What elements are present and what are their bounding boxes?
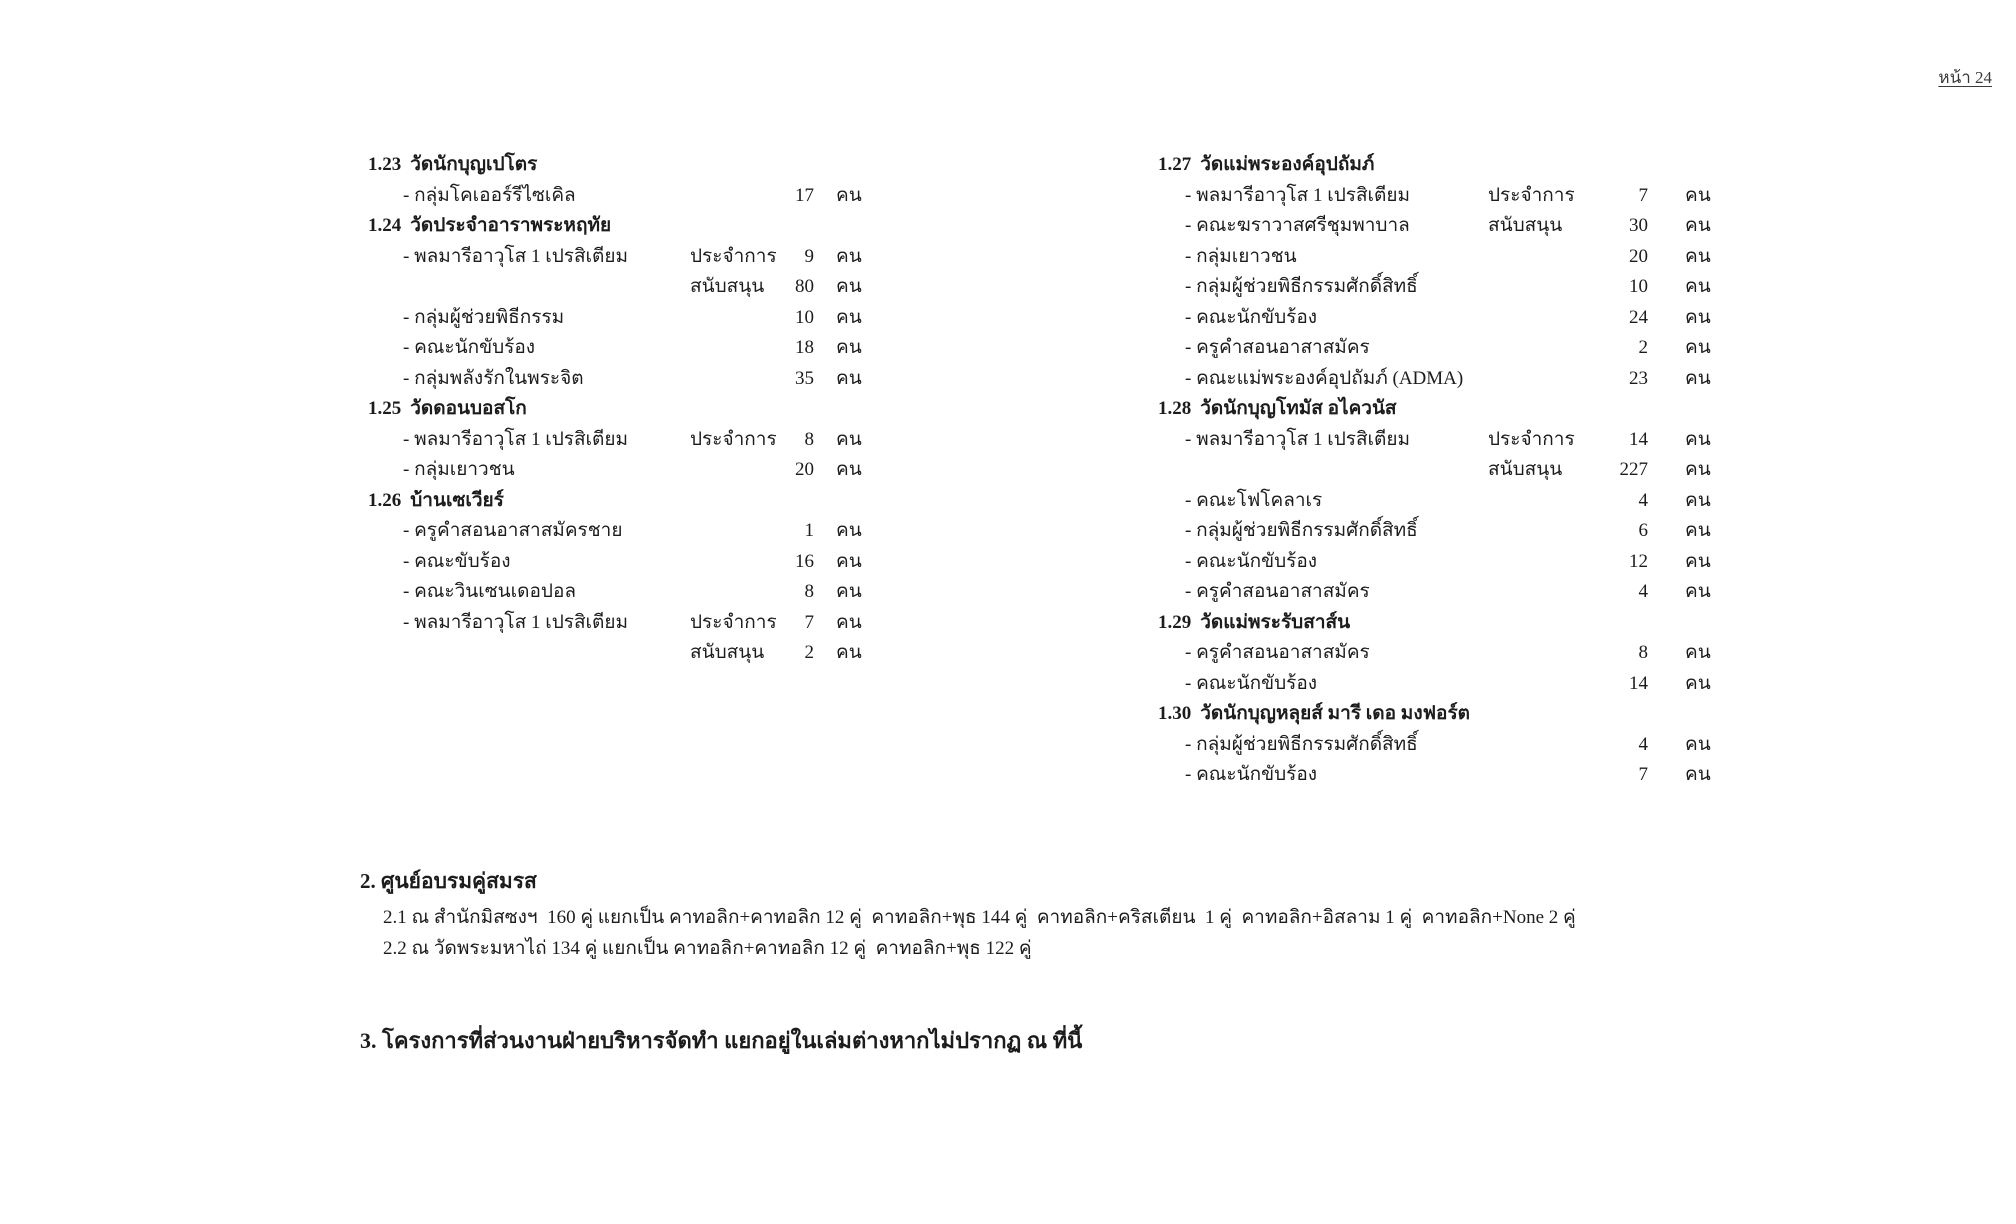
group-name: - กลุ่มผู้ช่วยพิธีกรรมศักดิ์สิทธิ์ — [1185, 520, 1418, 541]
group-role: สนับสนุน — [1488, 459, 1563, 480]
parish-list-right-column — [1158, 150, 1758, 791]
section-2-heading: 2. ศูนย์อบรมคู่สมรส — [360, 869, 537, 893]
group-role: ประจำการ — [690, 611, 777, 633]
parish-name: บ้านเซเวียร์ — [410, 489, 504, 511]
parish-number: 1.23 — [368, 154, 402, 175]
member-count: 7 — [1638, 184, 1648, 206]
member-count: 18 — [795, 337, 814, 358]
member-group-row — [1158, 364, 1758, 395]
group-name — [368, 272, 690, 303]
member-count: 20 — [795, 459, 814, 480]
count-unit: คน — [1685, 581, 1711, 602]
projects-note-section — [360, 1026, 1760, 1056]
parish-list-left-column — [368, 150, 898, 669]
parish-title — [1158, 608, 1758, 639]
group-role — [1488, 669, 1613, 700]
parish-title — [368, 211, 898, 242]
member-count: 1 — [804, 520, 814, 541]
group-role — [1488, 242, 1613, 273]
member-group-row — [1158, 669, 1758, 700]
member-group-row — [1158, 455, 1758, 486]
count-unit: คน — [1685, 337, 1711, 358]
count-unit: คน — [836, 276, 862, 297]
member-count: 10 — [795, 306, 814, 328]
parish-number: 1.24 — [368, 215, 402, 236]
group-name: - ครูคำสอนอาสาสมัคร — [1185, 642, 1370, 663]
group-name: - กลุ่มผู้ช่วยพิธีกรรม — [403, 306, 565, 328]
group-name: - คณะนักขับร้อง — [403, 337, 536, 358]
group-role — [1488, 638, 1613, 669]
count-unit: คน — [836, 581, 862, 602]
count-unit: คน — [1685, 184, 1711, 206]
group-name: - พลมารีอาวุโส 1 เปรสิเตียม — [1185, 428, 1411, 450]
member-group-row — [1158, 760, 1758, 791]
member-group-row — [1158, 547, 1758, 578]
member-count: 9 — [804, 245, 814, 267]
page-number-label: หน้า 24 — [1938, 68, 1992, 87]
member-group-row — [1158, 486, 1758, 517]
parish-name: วัดดอนบอสโก — [410, 398, 527, 419]
group-role — [690, 455, 776, 486]
count-unit: คน — [1685, 672, 1711, 694]
member-group-row — [1158, 516, 1758, 547]
member-count: 10 — [1629, 276, 1648, 297]
member-group-row — [1158, 425, 1758, 456]
member-count: 14 — [1629, 672, 1648, 694]
group-role — [690, 181, 776, 212]
member-count: 4 — [1638, 581, 1648, 602]
member-count: 20 — [1629, 245, 1648, 267]
parish-name: วัดแม่พระรับสาส์น — [1200, 611, 1351, 633]
member-count: 7 — [1638, 764, 1648, 785]
count-unit: คน — [1685, 276, 1711, 297]
member-count: 4 — [1638, 733, 1648, 755]
group-name: - คณะนักขับร้อง — [1185, 306, 1318, 328]
group-role: สนับสนุน — [690, 642, 765, 663]
member-count: 2 — [804, 642, 814, 663]
group-name: - พลมารีอาวุโส 1 เปรสิเตียม — [403, 428, 629, 450]
count-unit: คน — [836, 245, 862, 267]
parish-title — [1158, 699, 1758, 730]
member-group-row — [368, 425, 898, 456]
group-name: - คณะโฟโคลาเร — [1185, 489, 1323, 511]
member-count: 227 — [1619, 459, 1648, 480]
count-unit: คน — [1685, 306, 1711, 328]
group-name: - ครูคำสอนอาสาสมัคร — [1185, 337, 1370, 358]
section-2-line-2: 2.2 ณ วัดพระมหาไถ่ 134 คู่ แยกเป็น คาทอลิก+คาทอลิก 12 คู่ คาทอลิก+พุธ 122 คู่ — [383, 938, 1032, 959]
parish-number: 1.30 — [1158, 703, 1192, 724]
parish-name: วัดนักบุญเปโตร — [410, 154, 538, 175]
group-name: - กลุ่มเยาวชน — [403, 459, 515, 480]
group-role — [1488, 730, 1613, 761]
count-unit: คน — [836, 459, 862, 480]
count-unit: คน — [1685, 367, 1711, 389]
group-role — [690, 364, 776, 395]
parish-title — [1158, 150, 1758, 181]
member-count: 24 — [1629, 306, 1648, 328]
group-name: - กลุ่มผู้ช่วยพิธีกรรมศักดิ์สิทธิ์ — [1185, 733, 1418, 755]
count-unit: คน — [836, 611, 862, 633]
count-unit: คน — [1685, 733, 1711, 755]
count-unit: คน — [1685, 764, 1711, 785]
group-name: - คณะขับร้อง — [403, 550, 511, 572]
group-role: สนับสนุน — [1488, 215, 1563, 236]
member-group-row — [368, 547, 898, 578]
member-count: 7 — [804, 611, 814, 633]
group-role — [1488, 272, 1613, 303]
count-unit: คน — [1685, 245, 1711, 267]
parish-number: 1.26 — [368, 489, 402, 511]
member-group-row — [1158, 272, 1758, 303]
member-group-row — [368, 303, 898, 334]
group-role: สนับสนุน — [690, 276, 765, 297]
count-unit: คน — [836, 550, 862, 572]
member-count: 6 — [1638, 520, 1648, 541]
member-count: 8 — [804, 428, 814, 450]
member-group-row — [368, 242, 898, 273]
member-group-row — [368, 516, 898, 547]
group-name: - คณะแม่พระองค์อุปถัมภ์ (ADMA) — [1185, 367, 1464, 389]
member-count: 8 — [1638, 642, 1648, 663]
group-name: - คณะนักขับร้อง — [1185, 764, 1318, 785]
group-name: - คณะวินเซนเดอปอล — [403, 581, 577, 602]
group-role — [1488, 333, 1613, 364]
member-group-row — [1158, 181, 1758, 212]
section-2-line-1: 2.1 ณ สำนักมิสซงฯ 160 คู่ แยกเป็น คาทอลิก+คาทอลิก 12 คู่ คาทอลิก+พุธ 144 คู่ คาทอลิก+คริสเตียน 1 คู่ คาทอลิก+อิสลาม 1 คู่ คาทอลิก+None 2 คู่ — [383, 907, 1576, 928]
member-group-row — [368, 333, 898, 364]
group-role — [1488, 547, 1613, 578]
member-count: 8 — [804, 581, 814, 602]
count-unit: คน — [1685, 550, 1711, 572]
marriage-training-section — [360, 868, 1760, 964]
member-count: 30 — [1629, 215, 1648, 236]
parish-title — [368, 394, 898, 425]
member-group-row — [368, 608, 898, 639]
group-role — [690, 577, 776, 608]
group-name: - คณะนักขับร้อง — [1185, 672, 1318, 694]
group-role — [1488, 760, 1613, 791]
parish-title — [368, 150, 898, 181]
group-role — [1488, 364, 1613, 395]
member-count: 35 — [795, 367, 814, 389]
member-group-row — [1158, 638, 1758, 669]
count-unit: คน — [836, 520, 862, 541]
group-name: - พลมารีอาวุโส 1 เปรสิเตียม — [403, 611, 629, 633]
parish-number: 1.27 — [1158, 154, 1192, 175]
parish-name: วัดนักบุญหลุยส์ มารี เดอ มงฟอร์ต — [1200, 703, 1470, 724]
member-count: 2 — [1638, 337, 1648, 358]
parish-name: วัดแม่พระองค์อุปถัมภ์ — [1200, 154, 1375, 175]
member-group-row — [1158, 730, 1758, 761]
member-count: 80 — [795, 276, 814, 297]
member-group-row — [368, 455, 898, 486]
group-name: - กลุ่มผู้ช่วยพิธีกรรมศักดิ์สิทธิ์ — [1185, 276, 1418, 297]
member-count: 14 — [1629, 428, 1648, 450]
member-group-row — [1158, 303, 1758, 334]
group-name — [368, 638, 690, 669]
count-unit: คน — [836, 642, 862, 663]
group-role — [1488, 516, 1613, 547]
member-group-row — [1158, 242, 1758, 273]
group-name: - กลุ่มพลังรักในพระจิต — [403, 367, 584, 389]
member-group-row — [1158, 333, 1758, 364]
count-unit: คน — [836, 306, 862, 328]
count-unit: คน — [1685, 428, 1711, 450]
member-count: 16 — [795, 550, 814, 572]
count-unit: คน — [1685, 459, 1711, 480]
group-role — [690, 547, 776, 578]
parish-title — [1158, 394, 1758, 425]
parish-name: วัดประจำอาราพระหฤทัย — [410, 215, 612, 236]
count-unit: คน — [1685, 642, 1711, 663]
count-unit: คน — [1685, 489, 1711, 511]
parish-number: 1.28 — [1158, 398, 1192, 419]
count-unit: คน — [836, 337, 862, 358]
group-name — [1158, 455, 1488, 486]
group-name: - พลมารีอาวุโส 1 เปรสิเตียม — [403, 245, 629, 267]
group-role: ประจำการ — [690, 245, 777, 267]
member-group-row — [368, 272, 898, 303]
count-unit: คน — [1685, 215, 1711, 236]
member-group-row — [368, 181, 898, 212]
member-count: 12 — [1629, 550, 1648, 572]
group-name: - พลมารีอาวุโส 1 เปรสิเตียม — [1185, 184, 1411, 206]
group-role: ประจำการ — [1488, 184, 1575, 206]
group-role — [690, 333, 776, 364]
member-group-row — [368, 577, 898, 608]
group-role — [1488, 303, 1613, 334]
group-name: - คณะนักขับร้อง — [1185, 550, 1318, 572]
member-count: 23 — [1629, 367, 1648, 389]
group-role — [1488, 577, 1613, 608]
parish-number: 1.25 — [368, 398, 402, 419]
member-group-row — [1158, 211, 1758, 242]
group-name: - ครูคำสอนอาสาสมัคร — [1185, 581, 1370, 602]
group-name: - คณะฆราวาสศรีชุมพาบาล — [1185, 215, 1410, 236]
group-role — [1488, 486, 1613, 517]
count-unit: คน — [1685, 520, 1711, 541]
group-name: - กลุ่มโคเออร์รีไซเคิล — [403, 184, 576, 206]
parish-title — [368, 486, 898, 517]
count-unit: คน — [836, 367, 862, 389]
group-name: - กลุ่มเยาวชน — [1185, 245, 1297, 267]
group-role — [690, 303, 776, 334]
parish-name: วัดนักบุญโทมัส อไควนัส — [1200, 398, 1397, 419]
member-group-row — [368, 364, 898, 395]
section-3-heading: 3. โครงการที่ส่วนงานฝ่ายบริหารจัดทำ แยกอยู่ในเล่มต่างหากไม่ปรากฏ ณ ที่นี้ — [360, 1028, 1083, 1053]
member-group-row — [1158, 577, 1758, 608]
member-count: 4 — [1638, 489, 1648, 511]
group-role: ประจำการ — [1488, 428, 1575, 450]
member-group-row — [368, 638, 898, 669]
group-role: ประจำการ — [690, 428, 777, 450]
group-role — [690, 516, 776, 547]
parish-number: 1.29 — [1158, 611, 1192, 633]
count-unit: คน — [836, 428, 862, 450]
count-unit: คน — [836, 184, 862, 206]
group-name: - ครูคำสอนอาสาสมัครชาย — [403, 520, 623, 541]
member-count: 17 — [795, 184, 814, 206]
